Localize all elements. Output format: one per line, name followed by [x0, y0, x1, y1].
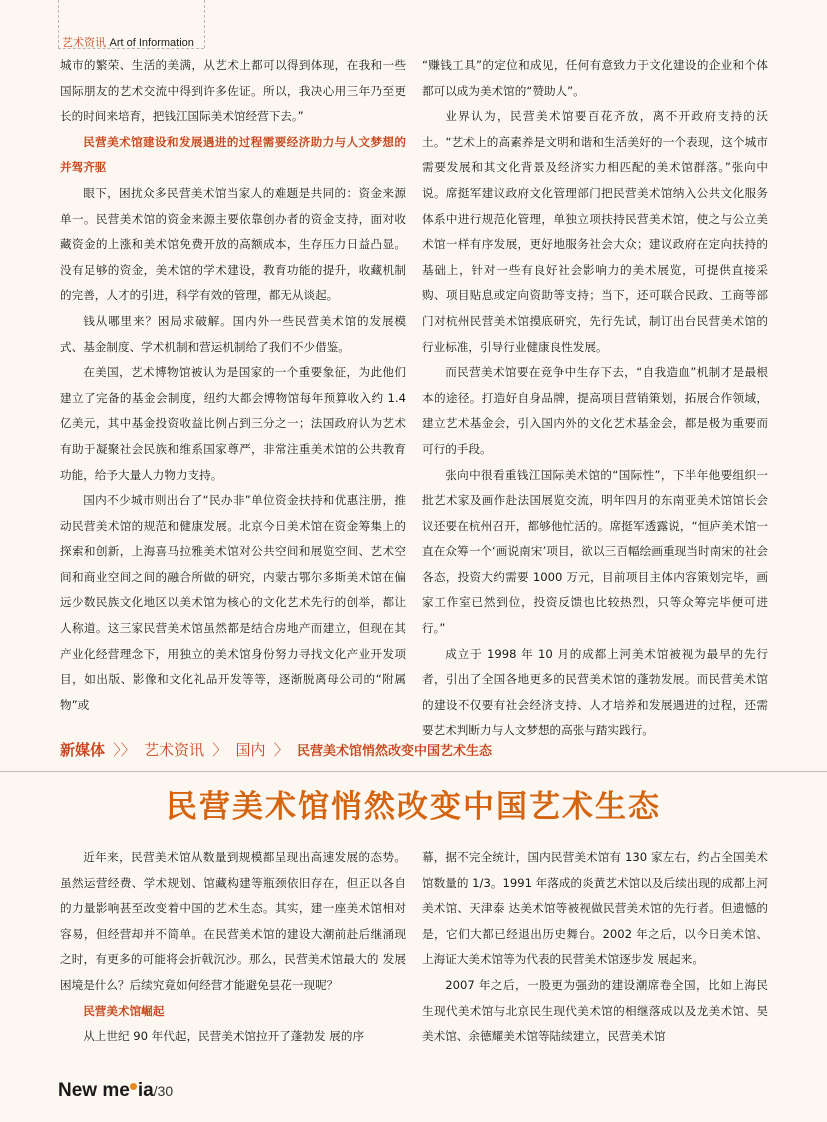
paragraph: 从上世纪 90 年代起，民营美术馆拉开了蓬勃发 展的序: [83, 1029, 365, 1044]
breadcrumb-separator: 〉: [212, 741, 228, 759]
paragraph: 在美国，艺术博物馆被认为是国家的一个重要象征，为此他们建立了完备的基金会制度，纽约大都会博物馆每年预算收入约 1.4 亿美元，其中基金投资收益比例占到三分之一；法国政府认为艺术有助于凝聚社会民族和维系国家尊严，非常注重美术馆的公共教育功能，给予大量人力物力支持。: [60, 365, 406, 482]
paragraph: 城市的繁荣、生活的美满，从艺术上都可以得到体现，在我和一些国际朋友的艺术交流中得到许多佐证。所以，我决心用三年乃至更长的时间来培育，把钱江国际美术馆经营下去。”: [60, 58, 406, 124]
paragraph: 幕，据不完全统计，国内民营美术馆有 130 家左右，约占全国美术馆数量的 1/3。1991 年落成的炎黄艺术馆以及后续出现的成都上河美术馆、天津泰 达美术馆等被视做民营美术馆的先行者。但遗憾的是，它们大都已经退出历史舞台。2002 年之后，以今日美术馆、上海证大美术馆等为代表的民营美术馆逐步发 展起来。: [422, 850, 768, 967]
paragraph: 张向中很看重钱江国际美术馆的“国际性”，下半年他要组织一批艺术家及画作赴法国展览交流，明年四月的东南亚美术馆馆长会议还要在杭州召开，都够他忙活的。席挺军透露说，“恒庐美术馆一直在众筹一个‘画说南宋’项目，欲以三百幅绘画重现当时南宋的社会各态，投资大约需要 1000 万元，目前项目主体内容策划完毕，画家工作室已然到位，投资反馈也比较热烈，只等众筹完毕便可进行。”: [422, 467, 768, 636]
breadcrumb-separator: 〉: [273, 741, 289, 759]
upper-right-column: [422, 53, 768, 744]
paragraph: 国内不少城市则出台了“民办非”单位资金扶持和优惠注册，推动民营美术馆的规范和健康发展。北京今日美术馆在资金筹集上的探索和创新，上海喜马拉雅美术馆对公共空间和展览空间、艺术空间和商业空间之间的融合所做的研究，内蒙古鄂尔多斯美术馆在偏远少数民族文化地区以美术馆为核心的文化艺术先行的创举，都让人称道。这三家民营美术馆虽然都是结合房地产而建立，但现在其产业化经营理念下，用独立的美术馆身份努力寻找文化产业开发项目，如出版、影像和文化礼品开发等等，逐渐脱离母公司的“附属物”或: [60, 493, 406, 712]
paragraph: 钱从哪里来？困局求破解。国内外一些民营美术馆的发展模式、基金制度、学术机制和营运机制给了我们不少借鉴。: [60, 313, 406, 354]
breadcrumb: [60, 737, 492, 765]
subheading: 民营美术馆崛起: [83, 1003, 165, 1018]
article-left-column: [60, 845, 406, 1050]
paragraph: 眼下，困扰众多民营美术馆当家人的难题是共同的：资金来源单一。民营美术馆的资金来源主要依靠创办者的资金支持，面对收藏资金的上涨和美术馆免费开放的高额成本，生存压力日益凸显。没有足够的资金，美术馆的学术建设，教育功能的提升，收藏机制的完善，人才的引进，科学有效的管理，都无从谈起。: [60, 185, 406, 303]
breadcrumb-separator: 〉〉: [113, 741, 136, 759]
paragraph: 2007 年之后，一股更为强劲的建设潮席卷全国，比如上海民生现代美术馆与北京民生现代美术馆的相继落成以及龙美术馆、昊美术馆、余德耀美术馆等陆续建立，民营美术馆: [422, 977, 768, 1044]
crop-mark: [204, 0, 205, 48]
page-number: /30: [153, 1083, 174, 1099]
breadcrumb-item-domestic[interactable]: 国内: [235, 741, 266, 759]
footer-brand: [58, 1080, 173, 1102]
section-divider: [0, 771, 827, 772]
section-name-en: Art of Information: [109, 37, 194, 49]
crop-mark: [58, 0, 59, 48]
paragraph: 成立于 1998 年 10 月的成都上河美术馆被视为最早的先行者，引出了全国各地更多的民营美术馆的蓬勃发展。而民营美术馆的建设不仅要有社会经济支持、人才培养和发展遇进的过程，还需要艺术判断力与人文梦想的高张与踏实践行。: [422, 646, 768, 738]
paragraph: 近年来，民营美术馆从数量到规模都呈现出高速发展的态势。虽然运营经费、学术规划、馆藏构建等瓶颈依旧存在，但正以各自的力量影响甚至改变着中国的艺术生态。其实，建一座美术馆相对容易，但经营却并不简单。在民营美术馆的建设大潮前赴后继涌现之时，有更多的可能将会折戟沉沙。那么，民营美术馆最大的 发展困境是什么？后续究竟如何经营才能避免昙花一现呢？: [60, 850, 406, 992]
upper-left-column: [60, 53, 406, 718]
paragraph: “赚钱工具”的定位和成见，任何有意致力于文化建设的企业和个体都可以成为美术馆的“赞助人”。: [422, 58, 768, 98]
brand-text: New me: [58, 1080, 130, 1101]
breadcrumb-item-art-info[interactable]: 艺术资讯: [144, 741, 205, 759]
article-title: 民营美术馆悄然改变中国艺术生态: [166, 789, 661, 825]
subheading: 民营美术馆建设和发展遇进的过程需要经济助力与人文梦想的并驾齐驱: [60, 134, 406, 175]
paragraph: 业界认为，民营美术馆要百花齐放，离不开政府支持的沃土。“艺术上的高素养是文明和谐和生活美好的一个表现，这个城市需要发展和其文化背景及经济实力相匹配的美术馆群落。”张向中说。席挺军建议政府文化管理部门把民营美术馆纳入公共文化服务体系中进行规范化管理，单独立项扶持民营美术馆，使之与公立美术馆一样有序发展，更好地服务社会大众；建议政府在定向扶持的基础上，针对一些有良好社会影响力的美术展览，可提供直接采购、项目贴息或定向资助等支持；当下，还可联合民政、工商等部门对杭州民营美术馆摸底研究，先行先试，制订出台民营美术馆的行业标准，引导行业健康良性发展。: [422, 109, 768, 354]
brand-text: ia: [137, 1080, 154, 1101]
paragraph: 而民营美术馆要在竞争中生存下去，“自我造血”机制才是最根本的途径。打造好自身品牌，提高项目营销策划，拓展合作领域，建立艺术基金会，引入国内外的文化艺术基金会，都是极为重要而可行的手段。: [422, 365, 768, 456]
breadcrumb-item-new-media[interactable]: 新媒体: [60, 741, 106, 759]
section-header: [62, 36, 194, 50]
article-right-column: [422, 845, 768, 1050]
breadcrumb-current: 民营美术馆悄然改变中国艺术生态: [297, 744, 493, 759]
brand-dot-icon: [130, 1083, 137, 1090]
section-name-cn: 艺术资讯: [62, 36, 106, 49]
